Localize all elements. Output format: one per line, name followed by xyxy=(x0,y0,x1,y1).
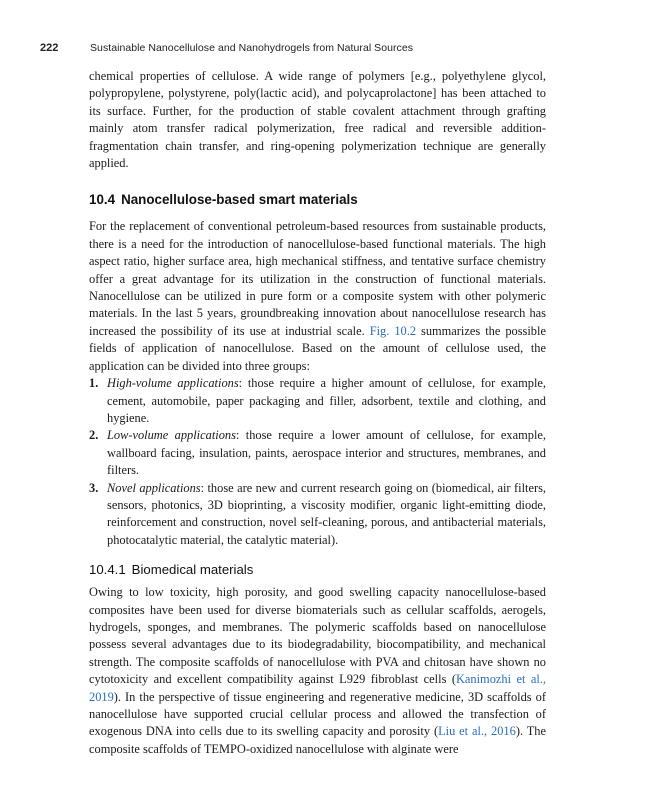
body-text xyxy=(89,68,546,758)
list-item xyxy=(89,427,546,479)
section-paragraph-continuation: summarizes the possible fields of application of nanocellulose. Based on the amount of cellulose used, the application can be divided into three groups: xyxy=(89,323,546,373)
subsection-paragraph xyxy=(89,584,546,758)
intro-paragraph: chemical properties of cellulose. A wide range of polymers [e.g., polyethylene glycol, polypropylene, polystyrene, poly(lactic acid), and polycaprolactone] has been attached to its surface. Further, for the production of stable covalent attachment through grafting mainly atom transfer radical polymerization, free radical and reversible addition-fragmentation chain transfer, and ring-opening polymerization technique are generally applied. xyxy=(89,69,546,171)
running-header xyxy=(40,40,560,58)
figure-link[interactable]: Fig. 10.2 xyxy=(369,323,417,338)
section-number: 10.4 xyxy=(89,192,116,208)
subsection-heading xyxy=(89,561,546,579)
list-marker: 3. xyxy=(89,480,99,495)
subsection-text-1: Owing to low toxicity, high porosity, and good swelling capacity nanocellulose-based composites have been used for diverse biomaterials such as cellular scaffolds, aerogels, hydrogels, sponges, and membranes. The polymeric scaffolds based on nanocellulose possess several advantages due to its biodegradability, biocompatibility, and mechanical strength. The composite scaffolds of nanocellulose with PVA and chitosan have shown no cytotoxicity and excellent compatibility against L929 fibroblast cells ( xyxy=(89,585,546,687)
citation-link-liu[interactable]: Liu et al., 2016 xyxy=(438,724,516,739)
subsection-text-3: ). The composite scaffolds of TEMPO-oxidized nanocellulose with alginate were xyxy=(89,724,546,756)
section-heading xyxy=(89,191,546,209)
list-marker: 2. xyxy=(89,428,99,443)
section-title: Nanocellulose-based smart materials xyxy=(121,192,358,208)
list-item xyxy=(89,480,546,550)
list-term: Low-volume applications xyxy=(107,428,236,443)
list-term: Novel applications xyxy=(107,480,201,495)
list-text: : those require a lower amount of cellulose, for example, wallboard facing, insulation, paints, aerospace interior and structures, membranes, and filters. xyxy=(107,428,546,478)
list-text: : those are new and current research going on (biomedical, air filters, sensors, photonics, 3D bioprinting, a viscosity modifier, organic light-emitting diode, reinforcement and construction, novel self-cleaning, porous, and antibacterial materials, photocatalytic material, the catalytic material). xyxy=(107,480,546,547)
list-marker: 1. xyxy=(89,376,99,391)
list-term: High-volume applications xyxy=(107,376,239,391)
section-paragraph-text: For the replacement of conventional petroleum-based resources from sustainable products, there is a need for the introduction of nanocellulose-based functional materials. The high aspect ratio, higher surface area, high mechanical stiffness, and tentative surface chemistry offer a great advantage for its utilization in the construction of functional materials. Nanocellulose can be utilized in pure form or a composite system with other polymeric materials. In the last 5 years, groundbreaking innovation about nanocellulose research has increased the possibility of its use at industrial scale. xyxy=(89,219,546,338)
list-item xyxy=(89,375,546,427)
page-number: 222 xyxy=(40,42,59,54)
application-groups-list xyxy=(89,375,546,549)
list-text: : those require a higher amount of cellulose, for example, cement, automobile, paper packaging and filler, adsorbent, textile and clothing, and hygiene. xyxy=(107,376,546,425)
running-title: Sustainable Nanocellulose and Nanohydrogels from Natural Sources xyxy=(90,42,414,54)
subsection-title: Biomedical materials xyxy=(131,562,254,578)
citation-link-kanimozhi[interactable]: Kanimozhi et al., 2019 xyxy=(89,672,546,704)
subsection-text-2: ). In the perspective of tissue engineering and regenerative medicine, 3D scaffolds of nanocellulose have supported crucial cellular process and allowed the transfection of exogenous DNA into cells due to its swelling capacity and porosity ( xyxy=(89,689,546,739)
subsection-number: 10.4.1 xyxy=(89,562,126,578)
section-paragraph xyxy=(89,218,546,375)
